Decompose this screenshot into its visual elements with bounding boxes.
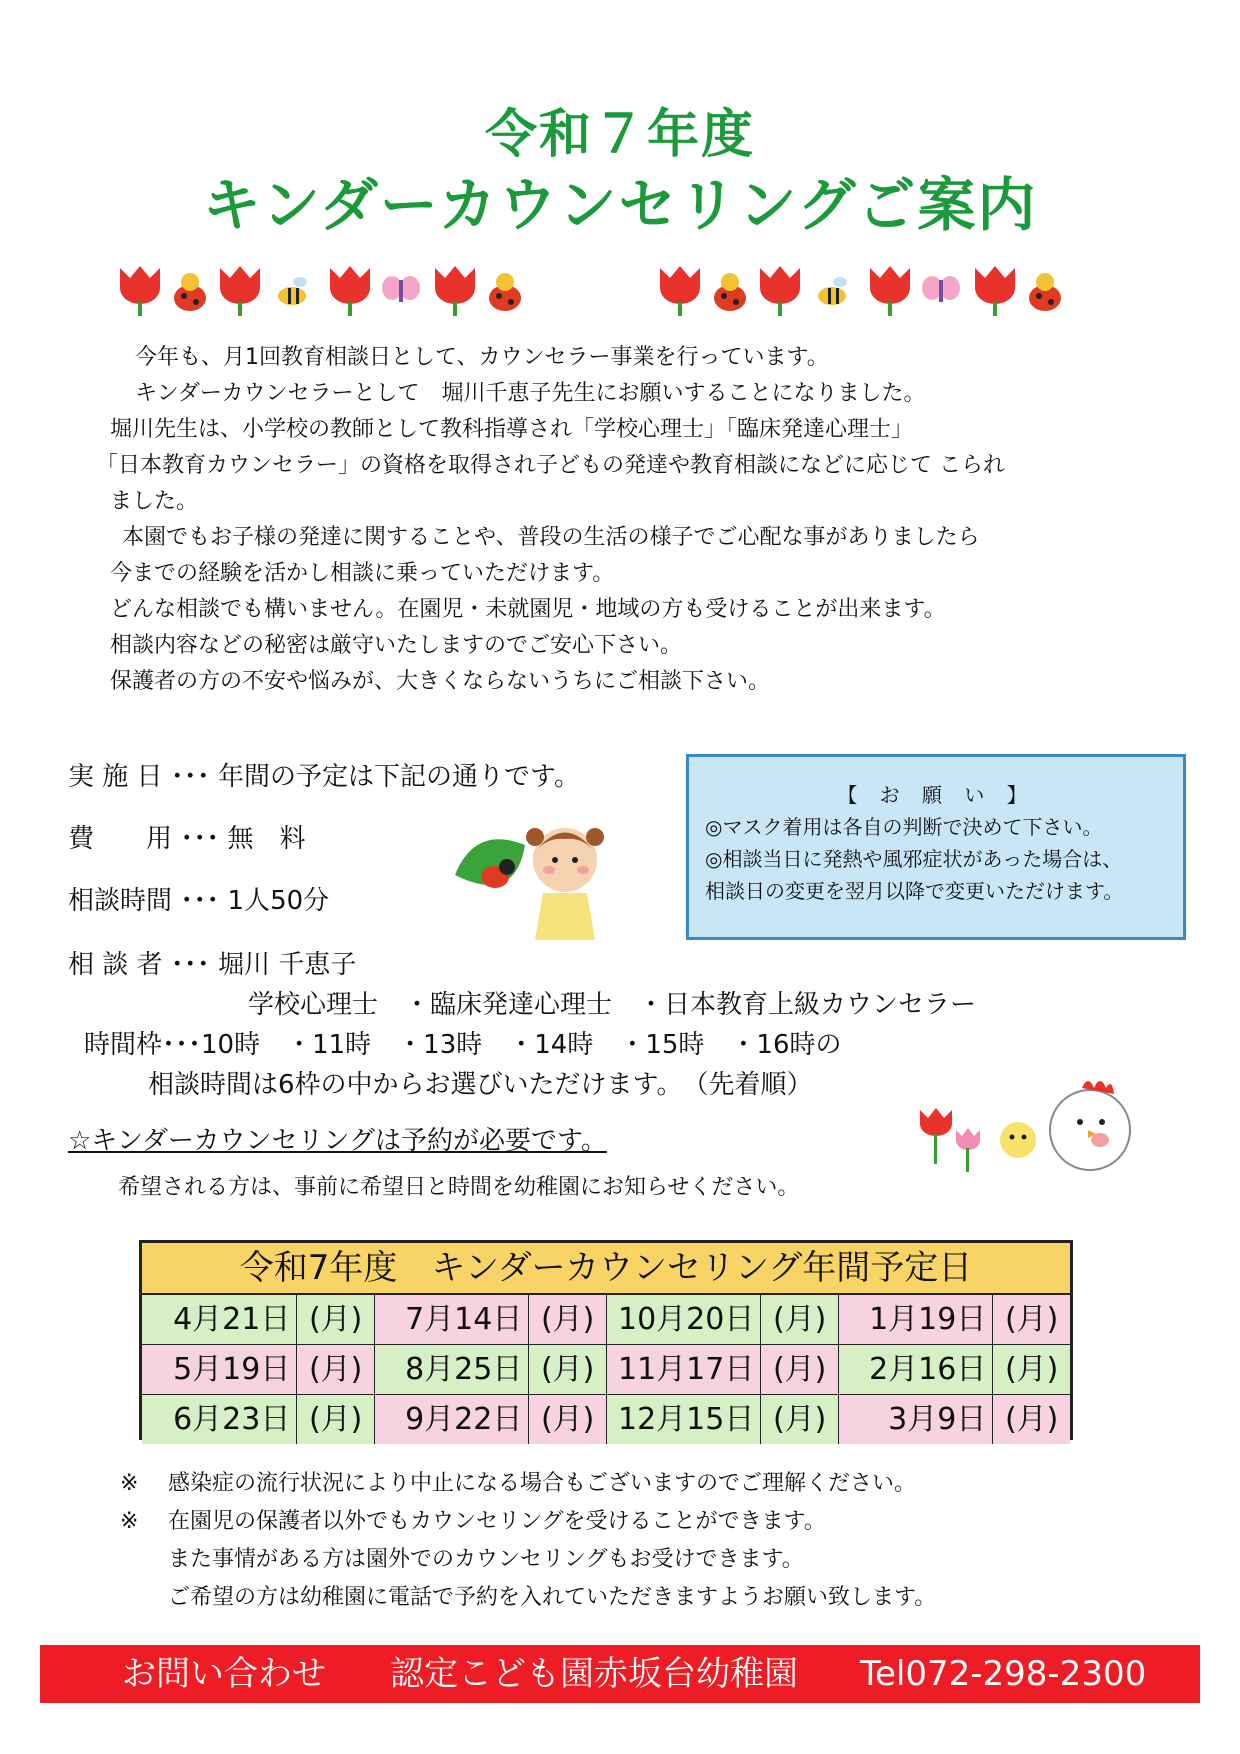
schedule-row — [142, 1344, 1070, 1394]
note-line: 在園児の保護者以外でもカウンセリングを受けることができます。 — [168, 1509, 826, 1534]
schedule-date: 1月19日 — [838, 1295, 992, 1344]
intro-line: 保護者の方の不安や悩みが、大きくならないうちにご相談下さい。 — [110, 669, 771, 694]
request-line: ◎相談当日に発熱や風邪症状があった場合は、 — [705, 847, 1123, 871]
intro-line: キンダーカウンセラーとして 堀川千恵子先生にお願いすることになりました。 — [135, 381, 926, 406]
page-title: キンダーカウンセリングご案内 — [202, 171, 1038, 239]
request-line: 相談日の変更を翌月以降で変更いただけます。 — [705, 879, 1124, 903]
bee-icon — [278, 277, 307, 305]
schedule-weekday: (月) — [528, 1345, 606, 1394]
tulip-icon — [330, 266, 370, 316]
schedule-row — [142, 1394, 1070, 1444]
tulip-icon — [120, 266, 160, 316]
note-line: また事情がある方は園外でのカウンセリングもお受けできます。 — [168, 1547, 804, 1572]
title-year: 令和７年度 — [484, 105, 755, 165]
schedule-weekday: (月) — [528, 1395, 606, 1444]
schedule-date: 12月15日 — [606, 1395, 760, 1444]
request-heading: 【 お 願 い 】 — [837, 783, 1035, 807]
schedule-date: 2月16日 — [838, 1345, 992, 1394]
tulip-icon — [760, 266, 800, 316]
reservation-note: 希望される方は、事前に希望日と時間を幼稚園にお知らせください。 — [118, 1175, 800, 1200]
time-slots-note: 相談時間は6枠の中からお選びいただけます。 （先着順） — [148, 1070, 813, 1100]
schedule-body — [142, 1295, 1070, 1444]
schedule-weekday: (月) — [992, 1345, 1070, 1394]
schedule-row — [142, 1295, 1070, 1344]
schedule-title: 令和7年度 キンダーカウンセリング年間予定日 — [142, 1243, 1070, 1295]
contact-footer — [40, 1645, 1200, 1703]
phone-number[interactable]: Tel072-298-2300 — [860, 1654, 1147, 1694]
schedule-weekday: (月) — [760, 1345, 838, 1394]
fee-detail: 費 用 ･･･ 無 料 — [68, 824, 306, 854]
schedule-weekday: (月) — [992, 1395, 1070, 1444]
schedule-weekday: (月) — [296, 1295, 374, 1344]
schedule-table — [139, 1240, 1073, 1440]
schedule-date: 11月17日 — [606, 1345, 760, 1394]
intro-line: 相談内容などの秘密は厳守いたしますのでご安心下さい。 — [110, 633, 683, 658]
schedule-weekday: (月) — [528, 1295, 606, 1344]
note-line: 感染症の流行状況により中止になる場合もございますのでご理解ください。 — [168, 1471, 917, 1496]
butterfly-icon — [382, 276, 420, 302]
intro-line: ました。 — [110, 489, 199, 514]
intro-line: 堀川先生は、小学校の教師として教科指導され「学校心理士」「臨床発達心理士」 — [110, 417, 914, 442]
note-mark: ※ — [120, 1471, 139, 1496]
schedule-weekday: (月) — [992, 1295, 1070, 1344]
reservation-headline: ☆キンダーカウンセリングは予約が必要です。 — [68, 1126, 607, 1156]
schedule-date: 4月21日 — [142, 1295, 296, 1344]
tulip-bug-decoration-right — [650, 258, 1110, 318]
tulip-icon — [220, 266, 260, 316]
ladybug-icon — [714, 273, 746, 311]
intro-line: 本園でもお子様の発達に関することや、普段の生活の様子でご心配な事がありましたら — [122, 525, 980, 550]
girl-illustration — [445, 815, 615, 950]
schedule-date: 10月20日 — [606, 1295, 760, 1344]
note-line: ご希望の方は幼稚園に電話で予約を入れていただきますようお願い致します。 — [168, 1585, 937, 1610]
schedule-weekday: (月) — [760, 1395, 838, 1444]
school-name: 認定こども園赤坂台幼稚園 — [390, 1654, 798, 1694]
intro-line: どんな相談でも構いません。在園児・未就園児・地域の方も受けることが出来ます。 — [110, 597, 946, 622]
schedule-weekday: (月) — [296, 1395, 374, 1444]
ladybug-icon — [174, 273, 206, 311]
schedule-weekday: (月) — [296, 1345, 374, 1394]
tulip-bug-decoration-left — [110, 258, 570, 318]
tulip-icon — [435, 266, 475, 316]
tulip-icon — [870, 266, 910, 316]
ladybug-icon — [1029, 273, 1061, 311]
request-line: ◎マスク着用は各自の判断で決めて下さい。 — [705, 815, 1103, 839]
request-box — [686, 754, 1186, 940]
schedule-date: 9月22日 — [374, 1395, 528, 1444]
contact-label: お問い合わせ — [122, 1654, 326, 1694]
chicken-illustration — [910, 1070, 1140, 1185]
time-slots: 時間枠･･･10時 ・11時 ・13時 ・14時 ・15時 ・16時の — [84, 1030, 842, 1060]
counselor-detail: 相 談 者 ･･･ 堀川 千恵子 — [68, 950, 357, 980]
ladybug-icon — [489, 273, 521, 311]
butterfly-icon — [922, 276, 960, 302]
schedule-weekday: (月) — [760, 1295, 838, 1344]
date-detail: 実 施 日 ･･･ 年間の予定は下記の通りです。 — [68, 762, 580, 792]
schedule-date: 3月9日 — [838, 1395, 992, 1444]
duration-detail: 相談時間 ･･･ 1人50分 — [68, 886, 330, 916]
qualifications: 学校心理士 ・臨床発達心理士 ・日本教育上級カウンセラー — [248, 990, 977, 1020]
schedule-date: 6月23日 — [142, 1395, 296, 1444]
tulip-icon — [660, 266, 700, 316]
intro-line: 今までの経験を活かし相談に乗っていただけます。 — [110, 561, 615, 586]
schedule-date: 7月14日 — [374, 1295, 528, 1344]
schedule-date: 5月19日 — [142, 1345, 296, 1394]
tulip-icon — [975, 266, 1015, 316]
note-mark: ※ — [120, 1509, 139, 1534]
intro-line: 「日本教育カウンセラー」の資格を取得され子どもの発達や教育相談になどに応じて こられ — [96, 453, 1005, 478]
schedule-date: 8月25日 — [374, 1345, 528, 1394]
bee-icon — [818, 277, 847, 305]
intro-line: 今年も、月1回教育相談日として、カウンセラー事業を行っています。 — [135, 345, 829, 370]
